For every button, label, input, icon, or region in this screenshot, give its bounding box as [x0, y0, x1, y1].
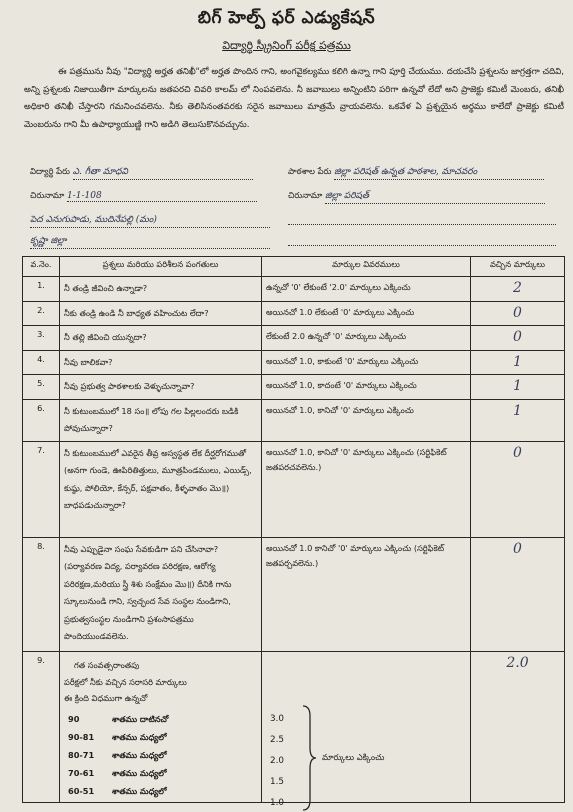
row-marking: అయినచో 1.0, కానిచో '0' మార్కులు ఎక్కించు (సర్టిఫికెట్ జతపరచవలెను.): [262, 441, 471, 537]
header-marks-details: మార్కుల వివరములు: [262, 257, 471, 277]
tier-range: 90-81: [68, 731, 95, 742]
row-marks-field[interactable]: 1: [471, 399, 565, 441]
table-row: [23, 326, 565, 351]
q9-line1: గత సంవత్సరాంతపు: [74, 659, 140, 670]
table-header-row: [23, 257, 565, 277]
tier-text: శాతము దాటినచో: [112, 713, 169, 724]
row-marks-field[interactable]: 2.0: [471, 651, 565, 802]
tier-text: శాతము మధ్యలో: [112, 749, 167, 760]
row-marking: [262, 651, 471, 808]
address2-value: జిల్లా పరిషత్: [324, 191, 369, 201]
name-value: ఎ. గీతా మాధవి: [72, 167, 128, 177]
table-row: [23, 350, 565, 375]
row-marking: ఉన్నచో '0' లేకుంటే '2.0' మార్కులు ఎక్కించు: [262, 277, 471, 302]
school-field: [288, 166, 544, 180]
tier-text: శాతము మధ్యలో: [112, 785, 167, 796]
tier-range: 60-51: [68, 785, 95, 796]
intro-paragraph: ఈ పత్రమును నీవు "విద్యార్థి అర్హత తనిఖీ"లో అర్హత పొందిన గాని, అంగవైకల్యము కలిగి ఉన్నా గాని పూర్తి చేయుము. దయచేసి ప్రశ్నలను జాగ్రత్తగా చదివి, అన్ని ప్రశ్నలకు నిజాయితీగా మార్కులను జతపరచి చివరి కాలమ్ లో నింపవలెను. నీ జవాబులు అన్నింటిని పరిగా ఉన్నవో లేదో అని ప్రాజెక్టు కమిటీ మెంబరు, తనిఖీ అధికారి తనిఖీ చేస్తారని గమనించవలెను. నీకు తెలిసినంతవరకు సరైన జవాబులు మాత్రమే వ్రాయవలెను. ఒకవేళ ఏ ప్రశ్నయైన అర్థము కాలేదో ప్రాజెక్టు కమిటీ మెంబరును గాని మీ ఉపాధ్యాయుణ్ణి గాని అడిగి తెలుసుకొనవచ్చును.: [24, 67, 564, 130]
row-question: [60, 651, 262, 802]
tier-range: 90: [68, 713, 80, 724]
row-marks-field[interactable]: 0: [471, 441, 565, 537]
row-marking: లేకుంటే 2.0 ఉన్నచో '0' మార్కులు ఎక్కించు: [262, 326, 471, 351]
row-number: 3.: [23, 326, 60, 351]
brace-text: మార్కులు ఎక్కించు: [322, 751, 385, 762]
tier-text: శాతము మధ్యలో: [112, 731, 167, 742]
table-row: [23, 277, 565, 302]
address-value: 1-1-108: [66, 191, 102, 201]
row-marking: అయినచో 1.0, కాకుంటే '0' మార్కులు ఎక్కించు: [262, 350, 471, 375]
row-question: నీ కుటుంబములో 18 సం॥ లోపు గల పిల్లలందరు బడికి పోవుచున్నారా?: [60, 399, 262, 441]
line4-value: కృష్ణా జిల్లా: [30, 236, 67, 246]
tier-row: [64, 727, 257, 745]
row-marking: అయినచో 1.0, కానిచో '0' మార్కులు ఎక్కించు: [262, 399, 471, 441]
tier-points: 3.0: [270, 713, 284, 724]
tier-row: [64, 709, 257, 727]
address-line3: [30, 214, 270, 228]
table-row: [23, 301, 565, 326]
header-marks-obtained: వచ్చిన మార్కులు: [471, 257, 565, 277]
row-question: నీవు బాలికవా?: [60, 350, 262, 375]
row-question: నీవు ఎప్పుడైనా సంఘ సేవకుడిగా పని చేసినావా? (పర్యావరణ విద్య, పర్యావరణ పరిరక్షణ, ఆరోగ్య పరిరక్షణ,మరియు స్త్రీ శిశు సంక్షేమం మొ॥) దీనికి గాను స్కూలునుండి గాని, స్వచ్ఛంద సేవ సంస్థల నుండిగాని, ప్రభుత్వసంస్థల నుండిగాని ప్రశంసాపత్రము పొందియుండవలెను.: [60, 537, 262, 651]
q9-line2: పరీక్షలో నీకు వచ్చిన సరాసరి మార్కులు: [64, 676, 187, 687]
tier-range: 70-61: [68, 767, 95, 778]
row-marking: అయినచో 1.0 లేకుంటే '0' మార్కులు ఎక్కించు: [262, 301, 471, 326]
tier-points: 2.0: [270, 755, 284, 766]
tier-row: [64, 745, 257, 763]
tier-row: [64, 781, 257, 799]
row-number: 4.: [23, 350, 60, 375]
header-serial: వ.నెం.: [23, 257, 60, 277]
row-question: నీవు ప్రభుత్వ పాఠశాలకు వెళ్ళుచున్నావా?: [60, 375, 262, 400]
table-row: [23, 375, 565, 400]
row-marks-field[interactable]: 1: [471, 350, 565, 375]
row-number: 8.: [23, 537, 60, 651]
row-question: నీ తల్లి జీవించి యున్నదా?: [60, 326, 262, 351]
row-number: 7.: [23, 441, 60, 537]
tier-points: 1.5: [270, 776, 284, 787]
row-marks-field[interactable]: 2: [471, 277, 565, 302]
row-number: 6.: [23, 399, 60, 441]
q9-line3: ఈ క్రింది విధముగా ఉన్నచో: [64, 692, 148, 703]
address2-field: [288, 190, 545, 204]
row-number: 2.: [23, 301, 60, 326]
line3-value: పెద ఎనుగుపాడు, ముదినేపల్లి (మం): [30, 215, 157, 225]
curly-brace: [300, 704, 318, 812]
tier-points: 2.5: [270, 734, 284, 745]
screening-table: [22, 256, 565, 808]
address-field: [30, 190, 257, 203]
row-marks-field[interactable]: 0: [471, 301, 565, 326]
row-marks-field[interactable]: 1: [471, 375, 565, 400]
table-row: [23, 537, 565, 651]
address-label: చిరునామా: [30, 190, 65, 200]
header-question: ప్రశ్నలు మరియు పరిశీలన పంగతులు: [60, 257, 262, 277]
row-marks-field[interactable]: 0: [471, 326, 565, 351]
school-value: జిల్లా పరిషత్ ఉన్నత పాఠశాల, మాచవరం: [334, 167, 478, 177]
row-number: 5.: [23, 375, 60, 400]
row-number: 1.: [23, 277, 60, 302]
address-line4: [30, 235, 270, 249]
tier-row: [64, 763, 257, 781]
row-question: నీ తండ్రి జీవించి ఉన్నాడా?: [60, 277, 262, 302]
name-field: [30, 166, 253, 180]
school-label: పాఠశాల పేరు: [288, 166, 332, 176]
tier-range: 80-71: [68, 749, 95, 760]
name-label: విద్యార్థి పేరు: [30, 166, 70, 176]
tier-points: 1.0: [270, 797, 284, 808]
address2-label: చిరునామా: [288, 190, 323, 200]
row-marking: అయినచో 1.0, కాదంటే '0' మార్కులు ఎక్కించు: [262, 375, 471, 400]
table-row: [23, 399, 565, 441]
page-title: బిగ్ హెల్ప్ ఫర్ ఎడ్యుకేషన్: [197, 8, 376, 28]
table-row: [23, 651, 565, 802]
page-subtitle: విద్యార్థి స్క్రీనింగ్ పరీక్ష పత్రము: [222, 39, 351, 52]
row-question: నీ కుటుంబములో ఎవరైన తీవ్ర అస్వస్థత లేక దీర్ఘరోగముతో (అనగా గుండె, ఊపిరితిత్తులు, మూత్రపిండములు, ఎయిడ్స్, కుష్ఠు, పోలియో, కేన్సర్, పక్షవాతం, కీళ్ళవాతం మొ॥) బాధపడుచున్నారా?: [60, 441, 262, 537]
table-row: [23, 441, 565, 537]
row-marking: అయినచో 1.0 కానిచో '0' మార్కులు ఎక్కించు (సర్టిఫికెట్ జతపర్చవలెను.): [262, 537, 471, 651]
row-question: నీకు తండ్రి ఉండి నీ బాధ్యత వహించుట లేదా?: [60, 301, 262, 326]
row-marks-field[interactable]: 0: [471, 537, 565, 651]
row-number: 9.: [23, 651, 60, 802]
tier-text: శాతము మధ్యలో: [112, 767, 167, 778]
